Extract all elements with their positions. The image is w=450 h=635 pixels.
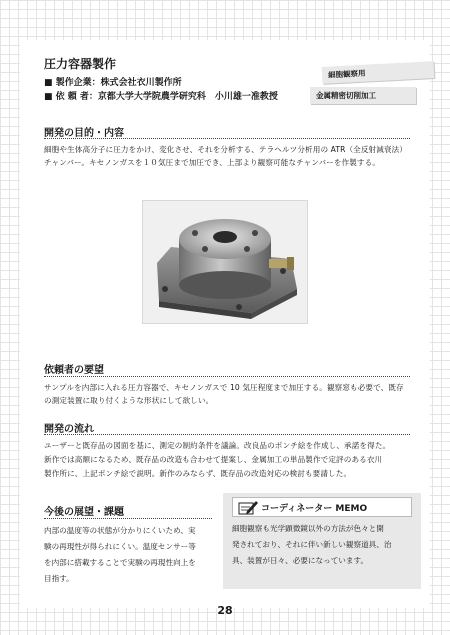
purpose-text [44,143,414,169]
future-heading: 今後の展望・課題 [44,507,124,518]
future-line: を内部に搭載することで実験の再現性向上を [44,558,196,567]
flow-line: ユーザーと既存品の図面を基に、測定の制約条件を議論。改良品のポンチ絵を作成し、承諾を得た。 [44,441,391,450]
pressure-vessel-photo [142,200,308,324]
flow-text [44,439,414,481]
tag-metal-machining: 金属精密切削加工 [310,87,416,104]
request-divider [44,376,410,377]
future-divider [44,518,212,519]
memo-line: 細胞観察も光学顕微鏡以外の方法が色々と開 [232,524,384,533]
requester-line: ■ 依 頼 者：京都大学大学院農学研究科 小川雄一准教授 [44,92,278,102]
flow-divider [44,434,410,435]
tag-cell-observation: 細胞観察用 [322,61,435,84]
request-text [44,381,414,407]
memo-line: 発されており、それに伴い新しい観察道具、治 [232,540,392,549]
future-line: 内部の温度等の状態が分かりにくいため、実 [44,526,196,535]
maker-line: ■ 製作企業：株式会社衣川製作所 [44,78,182,88]
memo-heading: コーディネーター MEMO [261,504,368,514]
request-line: サンプルを内部に入れる圧力容器で、キセノンガスで 10 気圧程度まで加圧する。観察窓も必要で、既存 [44,383,404,392]
page-number: 28 [217,604,233,617]
pencil-notebook-icon [238,500,258,518]
memo-line: 具、装置が日々、必要になっています。 [232,556,369,565]
flow-heading: 開発の流れ [44,424,94,435]
future-text [44,523,214,587]
purpose-line: 細胞や生体高分子に圧力をかけ、変化させ、それを分析する、テラヘルツ分析用の ATR（全反射減衰法） [44,145,408,154]
pressure-vessel-illustration [143,201,308,324]
future-line: 目指す。 [44,574,74,583]
flow-line: 製作所に、上記ポンチ絵で説明。新作のみならず、既存品の改造対応の検討も要請した。 [44,469,352,478]
purpose-line: チャンバー。キセノンガスを１０気圧まで加圧でき、上部より観察可能なチャンバーを作製する。 [44,158,381,167]
memo-text [232,521,418,569]
page-title: 圧力容器製作 [44,57,117,71]
future-line: 験の再現性が得られにくい。温度センサー等 [44,542,196,551]
memo-header [232,497,412,517]
request-line: の測定装置に取り付くような形状にして欲しい。 [44,396,214,405]
request-heading: 依頼者の要望 [44,365,104,376]
purpose-heading: 開発の目的・内容 [44,128,124,139]
purpose-divider [44,138,410,139]
flow-line: 新作では高額になるため、既存品の改造も合わせて提案し、金属加工の単品製作で定評のある衣川 [44,455,383,464]
